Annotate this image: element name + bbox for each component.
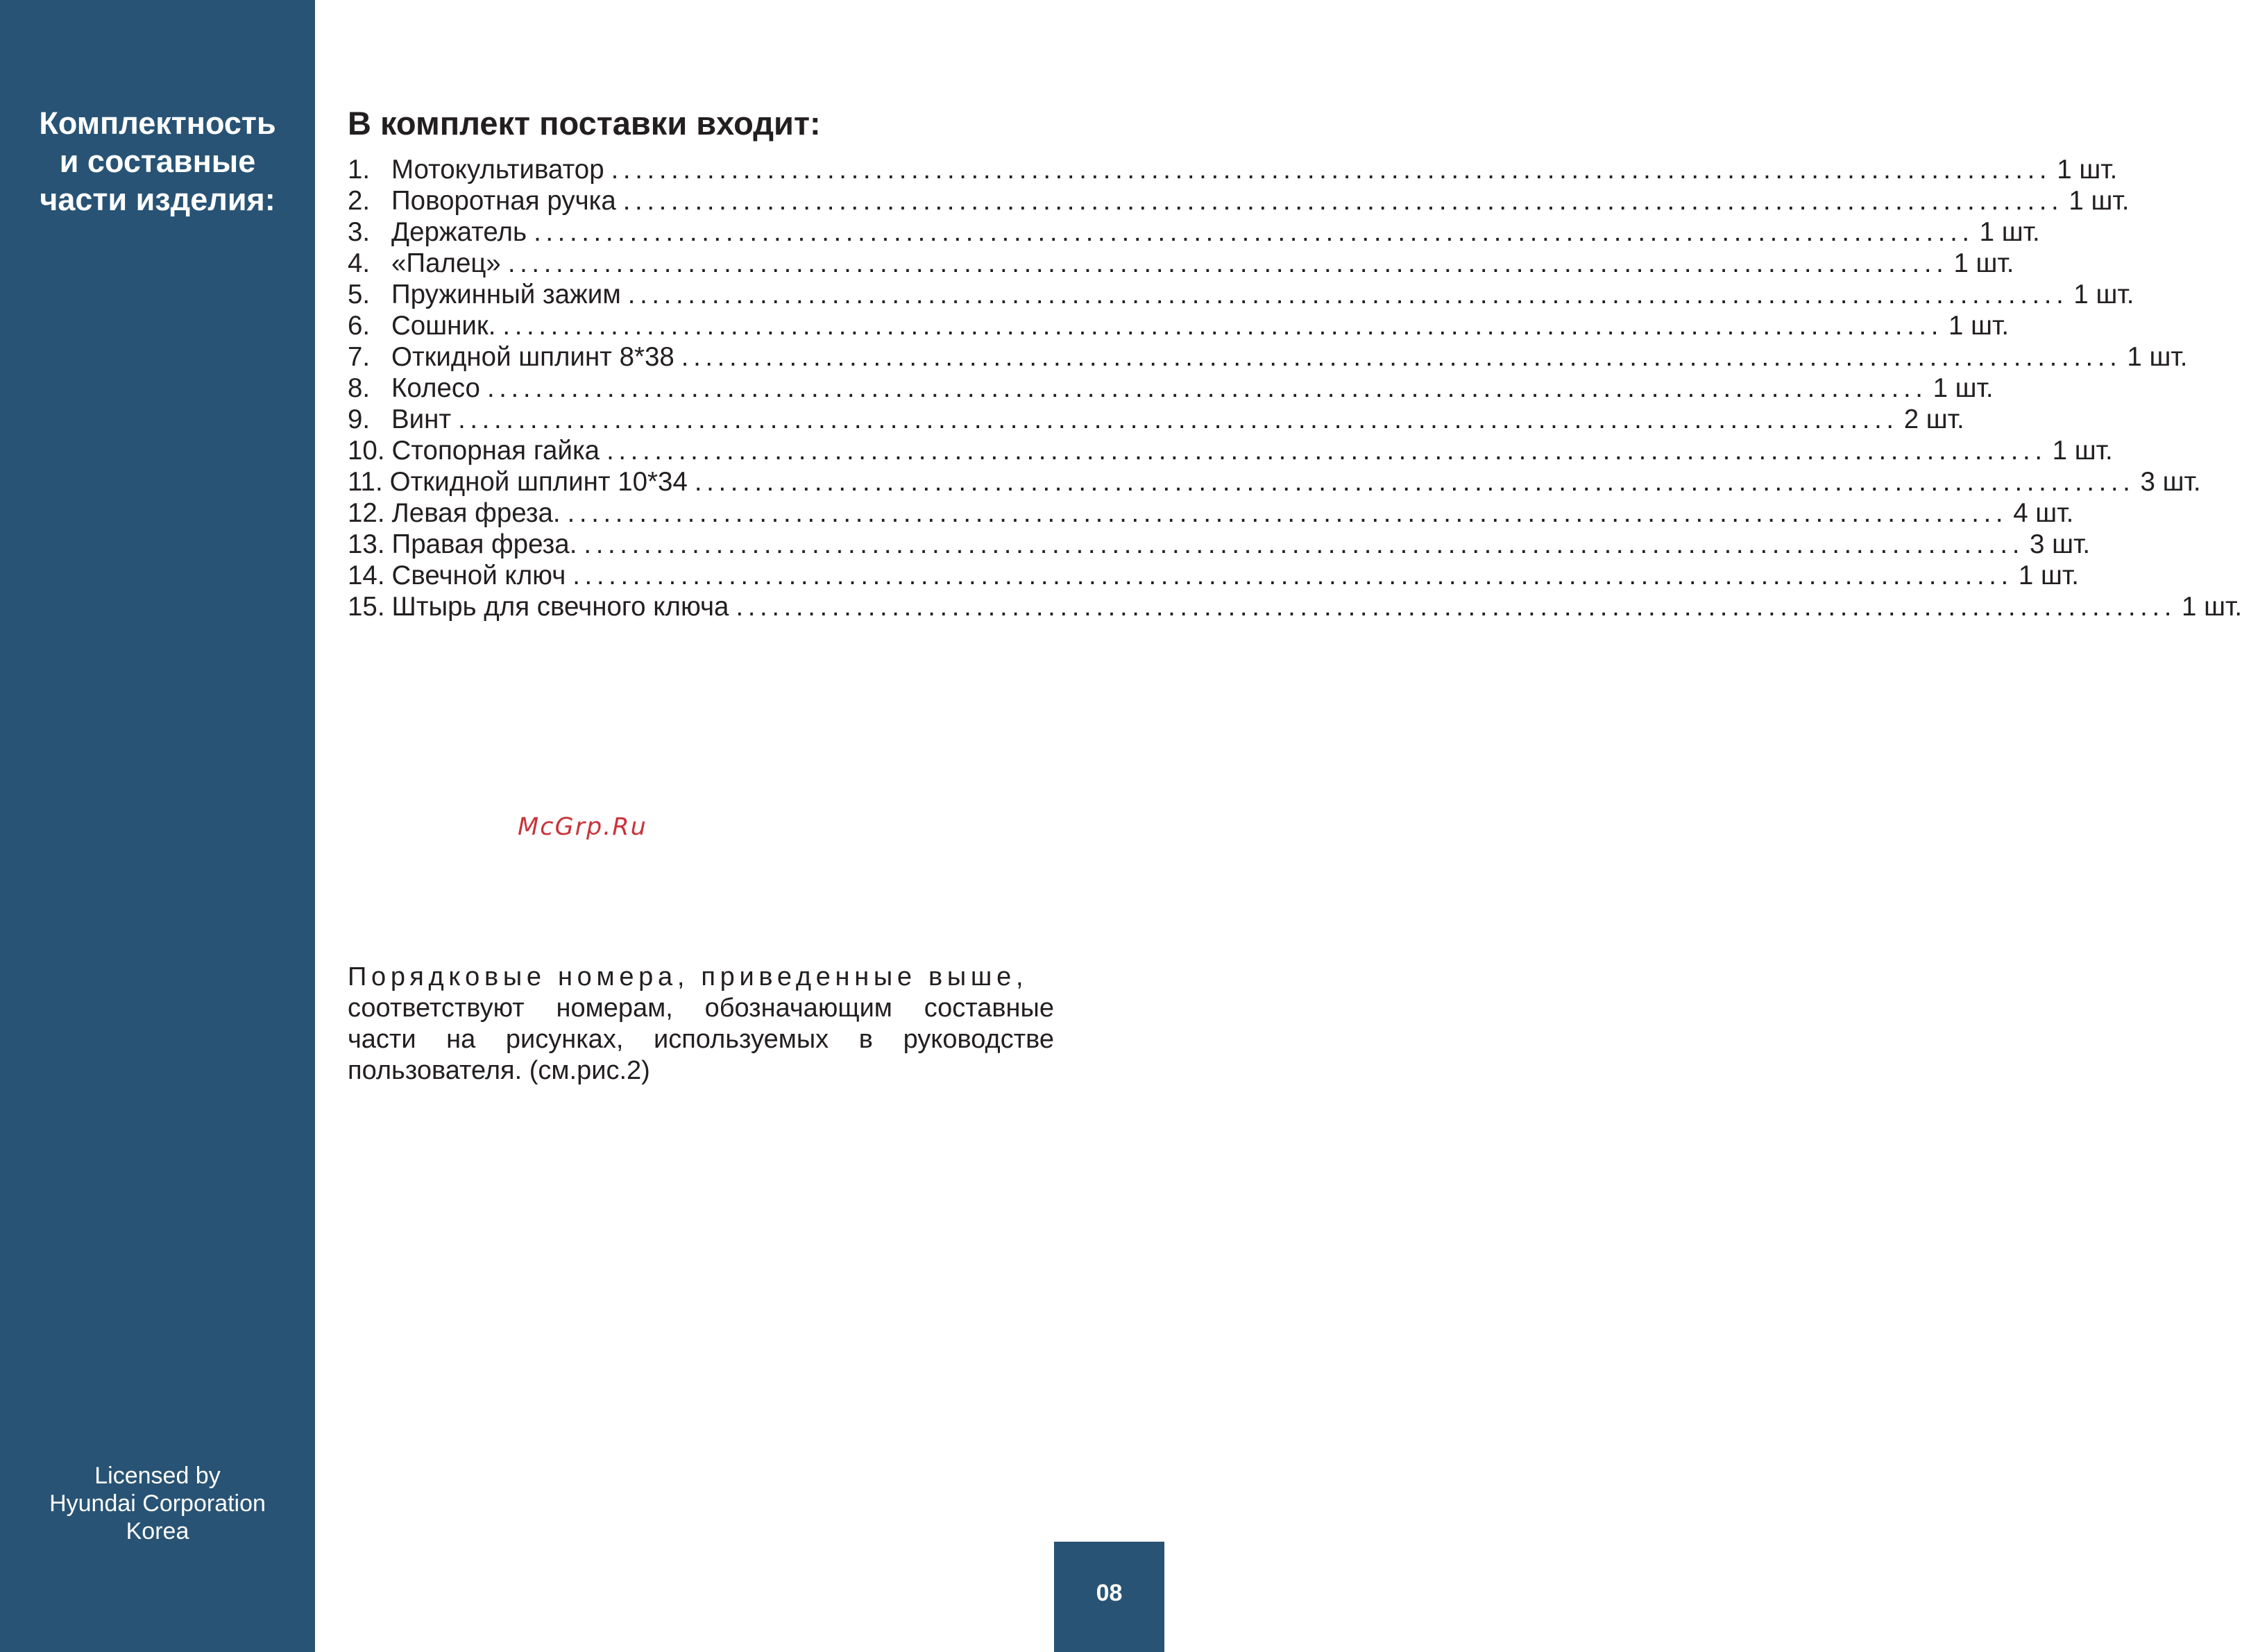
note-line-4: пользователя. (см.рис.2) bbox=[348, 1056, 650, 1085]
item-number: 14. bbox=[348, 561, 385, 590]
list-item bbox=[348, 185, 2130, 216]
license-line-1: Licensed by bbox=[94, 1463, 221, 1489]
item-number: 5. bbox=[348, 280, 371, 309]
item-name: Сошник. bbox=[391, 311, 496, 341]
item-quantity: 1 шт. bbox=[2073, 280, 2134, 309]
list-item bbox=[348, 216, 2040, 248]
item-number: 10. bbox=[348, 436, 385, 466]
dot-leader: ........................................................................................................................ bbox=[567, 498, 2008, 528]
item-number: 15. bbox=[348, 592, 385, 622]
page-number-box bbox=[1054, 1542, 1164, 1652]
item-name: Колесо bbox=[391, 373, 480, 403]
item-number: 4. bbox=[348, 248, 371, 278]
item-quantity: 1 шт. bbox=[2069, 186, 2130, 216]
item-quantity: 1 шт. bbox=[1979, 217, 2040, 247]
item-name: Винт bbox=[391, 405, 452, 434]
item-name: Откидной шплинт 8*38 bbox=[391, 342, 674, 372]
dot-leader: ........................................................................................................................ bbox=[611, 155, 2052, 185]
list-item bbox=[348, 560, 2079, 591]
item-name: «Палец» bbox=[391, 248, 501, 278]
list-item bbox=[348, 341, 2188, 373]
item-number: 1. bbox=[348, 155, 371, 185]
parts-list bbox=[348, 154, 2242, 622]
dot-leader: ........................................................................................................................ bbox=[486, 373, 1928, 403]
page-number: 08 bbox=[1096, 1580, 1123, 1606]
sidebar-title-line-2: и составные bbox=[59, 144, 256, 179]
note-line-1: Порядковые номера, приведенные выше, bbox=[348, 962, 1028, 991]
item-number: 3. bbox=[348, 217, 371, 247]
item-name: Стопорная гайка bbox=[391, 436, 600, 466]
sidebar-title-line-1: Комплектность bbox=[39, 105, 276, 141]
item-quantity: 1 шт. bbox=[2127, 342, 2188, 372]
dot-leader: ........................................................................................................................ bbox=[627, 280, 2069, 309]
sidebar-title bbox=[0, 104, 315, 219]
dot-leader: ........................................................................................................................ bbox=[584, 529, 2025, 559]
item-quantity: 1 шт. bbox=[1953, 248, 2014, 278]
note-line-3: части на рисунках, используемых в руководстве bbox=[348, 1025, 1054, 1054]
sidebar-title-line-3: части изделия: bbox=[40, 182, 275, 217]
list-item bbox=[348, 529, 2091, 560]
item-number: 8. bbox=[348, 373, 371, 403]
item-quantity: 1 шт. bbox=[1933, 373, 1994, 403]
dot-leader: ........................................................................................................................ bbox=[458, 405, 1899, 434]
item-number: 6. bbox=[348, 311, 371, 341]
item-name: Держатель bbox=[391, 217, 527, 247]
item-quantity: 1 шт. bbox=[2182, 592, 2242, 622]
item-quantity: 3 шт. bbox=[2140, 467, 2201, 497]
item-name: Штырь для свечного ключа bbox=[391, 592, 729, 622]
item-number: 9. bbox=[348, 405, 371, 434]
item-quantity: 4 шт. bbox=[2013, 498, 2074, 528]
item-name: Левая фреза. bbox=[391, 498, 561, 528]
item-name: Пружинный зажим bbox=[391, 280, 621, 309]
item-quantity: 1 шт. bbox=[2057, 155, 2118, 185]
item-quantity: 1 шт. bbox=[2052, 436, 2113, 466]
dot-leader: ........................................................................................................................ bbox=[694, 467, 2135, 497]
list-item bbox=[348, 466, 2201, 497]
list-item bbox=[348, 248, 2014, 279]
note-line-2: соответствуют номерам, обозначающим составные bbox=[348, 994, 1054, 1023]
item-number: 12. bbox=[348, 498, 385, 528]
dot-leader: ........................................................................................................................ bbox=[534, 217, 1974, 247]
numbering-note bbox=[348, 962, 1054, 1087]
item-name: Откидной шплинт 10*34 bbox=[389, 467, 688, 497]
license-note bbox=[0, 1462, 315, 1545]
license-line-3: Korea bbox=[126, 1518, 189, 1544]
list-item bbox=[348, 404, 1964, 435]
item-number: 13. bbox=[348, 529, 385, 559]
list-item bbox=[348, 435, 2113, 466]
list-item bbox=[348, 497, 2074, 529]
item-number: 2. bbox=[348, 186, 371, 216]
watermark: McGrp.Ru bbox=[518, 813, 647, 841]
dot-leader: ........................................................................................................................ bbox=[622, 186, 2064, 216]
dot-leader: ........................................................................................................................ bbox=[736, 592, 2177, 622]
dot-leader: ........................................................................................................................ bbox=[502, 311, 1944, 341]
list-item bbox=[348, 591, 2242, 622]
list-item bbox=[348, 154, 2118, 185]
item-quantity: 3 шт. bbox=[2030, 529, 2091, 559]
item-name: Мотокультиватор bbox=[391, 155, 604, 185]
item-quantity: 1 шт. bbox=[1948, 311, 2010, 341]
item-number: 11. bbox=[348, 467, 383, 497]
contents-heading: В комплект поставки входит: bbox=[348, 105, 821, 142]
dot-leader: ........................................................................................................................ bbox=[572, 561, 2013, 590]
list-item bbox=[348, 373, 1994, 404]
item-name: Правая фреза. bbox=[391, 529, 577, 559]
license-line-2: Hyundai Corporation bbox=[49, 1490, 266, 1517]
item-quantity: 1 шт. bbox=[2018, 561, 2079, 590]
list-item bbox=[348, 310, 2010, 341]
item-number: 7. bbox=[348, 342, 371, 372]
dot-leader: ........................................................................................................................ bbox=[606, 436, 2047, 466]
dot-leader: ........................................................................................................................ bbox=[507, 248, 1948, 278]
list-item bbox=[348, 279, 2134, 310]
item-quantity: 2 шт. bbox=[1903, 405, 1964, 434]
sidebar bbox=[0, 0, 315, 1652]
item-name: Поворотная ручка bbox=[391, 186, 616, 216]
item-name: Свечной ключ bbox=[391, 561, 566, 590]
dot-leader: ........................................................................................................................ bbox=[681, 342, 2122, 372]
